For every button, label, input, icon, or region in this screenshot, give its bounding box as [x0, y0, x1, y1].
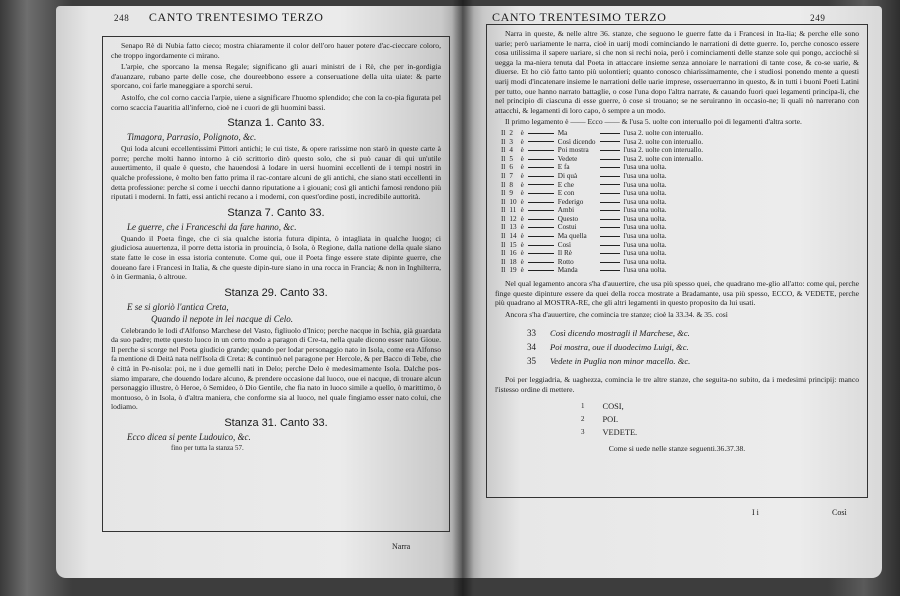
row-number: 18 [509, 257, 517, 266]
dash-line [600, 150, 620, 151]
row-dash [598, 189, 622, 198]
row-label: Il [501, 249, 506, 258]
row-verb: è [520, 154, 524, 163]
principle-row [573, 427, 645, 438]
row-dash [598, 163, 622, 172]
link-row [499, 232, 705, 241]
principle-word: COSI, [602, 401, 624, 411]
row-dash [526, 155, 556, 164]
row-number: 4 [509, 146, 513, 155]
principle-number: 1 [581, 402, 585, 411]
row-number: 11 [509, 206, 517, 215]
row-usage: l'usa una uolta. [623, 180, 667, 189]
intro-paragraph: Senapo Rè di Nubia fatto cieco; mostra chiaramente il color dell'oro hauer potere d'ac-cieccare coloro, che troppo ingordamente ci mirano. [111, 41, 441, 60]
row-usage: l'usa una uolta. [623, 214, 667, 223]
link-row [499, 198, 705, 207]
intro-paragraph: Astolfo, che col corno caccia l'arpie, uiene a significare l'huomo splendido; che con la co-pia figurata pel corno scaccia l'auaritia all'inferno, cioè ne i cuori de gli huomini bassi. [111, 92, 441, 112]
row-verb: è [520, 257, 524, 266]
example-text: Poi mostra, oue il duodecimo Luigi, &c. [550, 342, 689, 353]
row-usage: l'usa 2. uolte con interuallo. [623, 146, 704, 155]
dash-line [600, 245, 620, 246]
row-dash [526, 232, 556, 241]
right-catchword: Così [832, 508, 847, 517]
link-row [499, 223, 705, 232]
link-row [499, 241, 705, 250]
example-list [519, 325, 698, 369]
row-usage: l'usa una uolta. [623, 240, 667, 249]
principle-row [573, 401, 645, 412]
dash-line [600, 167, 620, 168]
row-verb: è [520, 180, 524, 189]
row-dash [526, 215, 556, 224]
dash-line [600, 184, 620, 185]
dash-line [600, 227, 620, 228]
row-link-word: Così dicendo [557, 137, 596, 146]
row-usage: l'usa una uolta. [623, 163, 667, 172]
signature-mark: I i [752, 508, 759, 517]
row-usage: l'usa 2. uolte con interuallo. [623, 137, 704, 146]
row-number: 6 [509, 163, 513, 172]
row-verb: è [520, 266, 524, 275]
row-label: Il [501, 137, 506, 146]
row-dash [598, 155, 622, 164]
link-row [499, 163, 705, 172]
stanza-heading: Stanza 29. Canto 33. [224, 286, 328, 299]
row-link-word: Ma [557, 128, 568, 137]
left-text-frame [102, 36, 450, 532]
row-dash [526, 206, 556, 215]
row-link-word: Poi mostra [557, 146, 589, 155]
row-label: Il [501, 189, 506, 198]
row-label: Il [501, 163, 506, 172]
example-number: 33 [527, 328, 536, 339]
book-gutter [452, 0, 474, 596]
row-verb: è [520, 171, 524, 180]
row-number: 13 [509, 223, 517, 232]
row-label: Il [501, 171, 506, 180]
stanza-heading: Stanza 1. Canto 33. [227, 117, 325, 130]
right-header-title: CANTO TRENTESIMO TERZO [492, 10, 667, 24]
row-dash [598, 129, 622, 138]
right-running-head [492, 10, 825, 25]
right-text-frame [486, 24, 868, 498]
dash-line [600, 236, 620, 237]
stanza-heading: Stanza 7. Canto 33. [227, 206, 325, 219]
row-label: Il [501, 240, 506, 249]
dash-line [600, 176, 620, 177]
dash-line [528, 193, 554, 194]
dash-line [528, 236, 554, 237]
left-catchword: Narra [392, 542, 411, 551]
row-link-word: Così [557, 240, 571, 249]
link-row [499, 138, 705, 147]
row-link-word: Il Rè [557, 249, 572, 258]
row-label: Il [501, 128, 506, 137]
link-row [499, 266, 705, 275]
dash-line [528, 167, 554, 168]
principle-number: 3 [581, 428, 585, 437]
row-usage: l'usa una uolta. [623, 266, 667, 275]
commentary-paragraph: Ancora s'ha d'auuertire, che comincia tre stanze; cioè la 33.34. & 35. così [505, 309, 728, 319]
dash-line [600, 133, 620, 134]
row-verb: è [520, 128, 524, 137]
link-row [499, 189, 705, 198]
row-usage: l'usa una uolta. [623, 171, 667, 180]
link-row [499, 129, 705, 138]
dash-line [600, 270, 620, 271]
link-row [499, 181, 705, 190]
link-table [499, 129, 705, 275]
row-dash [598, 258, 622, 267]
row-dash [598, 232, 622, 241]
row-number: 10 [509, 197, 517, 206]
dash-line [528, 150, 554, 151]
first-link-line: Il primo legamento è —— Ecco —— & l'usa 5. uolte con interuallo poi di legamenti d'altra sorte. [505, 117, 802, 127]
row-dash [526, 138, 556, 147]
row-usage: l'usa una uolta. [623, 249, 667, 258]
dash-line [528, 262, 554, 263]
dash-line [528, 270, 554, 271]
row-label: Il [501, 232, 506, 241]
commentary-paragraph: Poi per leggiadria, & uaghezza, comincia le tre altre stanze, che seguita-no subito, da i medesimi principij: manco l'istesso ordine di mettere. [495, 375, 859, 394]
row-dash [598, 198, 622, 207]
row-number: 9 [509, 189, 513, 198]
row-number: 7 [509, 171, 513, 180]
closing-line: Come si uede nelle stanze seguenti.36.37.38. [608, 443, 746, 453]
example-text: Così dicendo mostragli il Marchese, &c. [550, 328, 690, 339]
row-dash [526, 258, 556, 267]
stanza-note: fino per tutta la stanza 57. [171, 444, 244, 453]
commentary-paragraph: Quando il Poeta finge, che ci sia qualche istoria futura dipinta, ò intagliata in qualche luogo; ci giudiciosa auuertenza, il porre detta istoria in prouincia, ò Isola, ò Regione, dalla natione della quale siano state fatte le cose in essa istoria contenute. Come qui, oue il Poeta finge essere state dipinte guerre, che doueano fare i Francesi in Italia, & che queste dipin-ture siano in una rocca in Francia; & non in Inghilterra, ò in Germania, ò altroue. [111, 233, 441, 282]
dash-line [528, 202, 554, 203]
row-dash [526, 241, 556, 250]
row-verb: è [520, 223, 524, 232]
row-usage: l'usa 2. uolte con interuallo. [623, 128, 704, 137]
row-label: Il [501, 257, 506, 266]
dash-line [528, 210, 554, 211]
example-row [521, 341, 696, 353]
link-row [499, 206, 705, 215]
principle-word: POI. [602, 414, 619, 424]
row-dash [526, 181, 556, 190]
dash-line [600, 193, 620, 194]
left-running-head [114, 10, 323, 25]
row-verb: è [520, 137, 524, 146]
row-dash [526, 198, 556, 207]
dash-line [600, 159, 620, 160]
row-number: 19 [509, 266, 517, 275]
stanza-quote: Timagora, Parrasio, Polignoto, &c. [127, 132, 257, 143]
row-verb: è [520, 214, 524, 223]
row-usage: l'usa una uolta. [623, 197, 667, 206]
row-dash [526, 189, 556, 198]
left-header-title: CANTO TRENTESIMO TERZO [148, 10, 324, 24]
row-dash [526, 146, 556, 155]
row-usage: l'usa una uolta. [623, 206, 667, 215]
right-page [462, 6, 882, 578]
stanza-quote: E se si gloriò l'antica Creta, [127, 301, 229, 312]
row-dash [598, 215, 622, 224]
row-verb: è [520, 206, 524, 215]
left-page [56, 6, 462, 578]
commentary-paragraph: Nel qual legamento ancora s'ha d'auuertire, che usa più spesso quei, che quadrano me-glio all'atto: come qui, perche finge queste dipinture essere da quei della rocca mostrate a Bradamante, usa più spesso, ECCO, & VEDETE, perche più quadrano al MOSTRA-RE, che gli altri legamenti in questo proposito da lui usati. [495, 279, 859, 308]
commentary-paragraph: Celebrando le lodi d'Alfonso Marchese del Vasto, figliuolo d'Inico; perche nacque in Ischia, già guardata da suo padre; mette questo luoco in un certo modo a paragon di Cre-ta, nella quale dicono esser nato Gioue. Il perche si scorge nel Poeta giudicio grande; quando per lodar personaggio nato in Isola, come era Alfonso fa mentione di Deità nata nell'Isola di Creta: & continuò nel paragone per Hercole, & per Bacco di Tebe, che è città in Pe-nisola: poi, ne i due gemelli nati in Delo; perche Delo è medesimamente Isola. Dalche pos-siamo imparare, che douendo lodare alcuno, & prendere occasione dal luoco, oue ei nacque, di trouare alcun personaggio illustre, ò Heroe, ò Semideo, ò Dio Gentile, che fia nato in luoco simile a quello, ò marittimo, ò montuoso, ò in Isola, ò d'altra maniera, che conforme sia al luoco, nel quale fingiamo esser nato colui, che lodiamo. [111, 325, 441, 412]
left-page-number: 248 [114, 13, 130, 23]
dash-line [600, 141, 620, 142]
row-link-word: E fa [557, 163, 570, 172]
row-verb: è [520, 146, 524, 155]
dash-line [528, 184, 554, 185]
row-number: 5 [509, 154, 513, 163]
dash-line [600, 262, 620, 263]
row-verb: è [520, 240, 524, 249]
example-row [521, 355, 696, 367]
row-link-word: E con [557, 189, 575, 198]
right-page-number: 249 [810, 13, 826, 23]
row-link-word: E che [557, 180, 574, 189]
dash-line [528, 133, 554, 134]
commentary-paragraph: Narra in queste, & nelle altre 36. stanze, che seguono le guerre fatte da i Francesi in Ita-lia; & perche elle sono uarie; però uariamente le narra, cioè in uarij modi cominciando le narrationi di dette guerre. Io, perche conosco essere cosa utilissima il sapere uariare, si che non si rechi noia, però i cominciamenti delle stanze sole qui pongo, acciochè si uegga la ma-niera tenuta dal Poeta in attaccare insieme senza annoiare le narrationi di tante cose, & co-se uarie, & diuerse. Et ho ciò fatto tanto più uolontieri; quanto conosco chiarissimamente, che i studiosi ponendo mente a questi uarij modi d'incatenare insieme le narrationi delle uarie imprese, osseruerranno in questo, & in tutti i buoni Poeti Latini per tutto, oue hanno narrato battaglie, o cose l'una dopo l'altra narrate, & cauando fuori quei legamenti principa-li, che nel principio di ciascuna di esse guerre, ò cose si trouano; se ne seruiranno in occasio-ne; li quali nò narrerano con attacchi, & legamenti di loro capo, ò sempre a un modo. [495, 29, 859, 115]
row-dash [598, 172, 622, 181]
example-number: 34 [527, 342, 536, 353]
link-row [499, 258, 705, 267]
row-link-word: Ambi [557, 206, 575, 215]
principle-number: 2 [581, 415, 585, 424]
dash-line [600, 219, 620, 220]
principle-word: VEDETE. [602, 427, 638, 437]
row-link-word: Vedete [557, 154, 578, 163]
row-link-word: Questo [557, 214, 579, 223]
row-usage: l'usa una uolta. [623, 223, 667, 232]
row-number: 15 [509, 240, 517, 249]
commentary-paragraph: Qui loda alcuni eccellentissimi Pittori antichi; le cui tiste, & opere rarissime non starò in queste carte à porre; perche molti hanno intorno à ciò scrittorio dirò questo solo, che si può cauar di qui un'utile auuertimento, il quale è questo, che hauendosi à lodare in uersi huomini eccellenti de i tempi nostri in qualche professione, è molto ben fatto prima il rac-contare alcuni de gli antichi, che siano stati eccellenti in detta professione: perche sì come i uecchi danno riputatione a i giouani; così gli antichi famosi rendono più riputati i moderni. In fatti, essi antichi recano a i moderni, con quest'ordine posti, incredibile auttorità. [111, 144, 441, 202]
example-text: Vedete in Puglia non minor macello. &c. [550, 356, 691, 367]
row-label: Il [501, 197, 506, 206]
dash-line [528, 159, 554, 160]
row-number: 14 [509, 232, 517, 241]
row-dash [598, 181, 622, 190]
link-row [499, 249, 705, 258]
principle-list [571, 399, 647, 440]
row-number: 12 [509, 214, 517, 223]
link-row [499, 146, 705, 155]
row-link-word: Di quà [557, 171, 578, 180]
stanza-quote: Le guerre, che i Franceschi da fare hanno, &c. [127, 221, 297, 232]
row-link-word: Ma quella [557, 232, 587, 241]
row-usage: l'usa una uolta. [623, 257, 667, 266]
row-dash [598, 249, 622, 258]
dash-line [528, 227, 554, 228]
row-number: 2 [509, 128, 513, 137]
row-label: Il [501, 266, 506, 275]
dash-line [600, 202, 620, 203]
row-dash [526, 129, 556, 138]
row-label: Il [501, 206, 506, 215]
row-dash [598, 223, 622, 232]
intro-paragraph: L'arpie, che sporcano la mensa Regale; significano gli auari ministri de i Rè, che per in-gordigia d'auanzare, rubano parte delle cose, che doureebbono essere a conseruatione della uita uiate: & parte sporcano, coi farle maneggiare a sporchi serui. [111, 62, 441, 91]
row-number: 8 [509, 180, 513, 189]
row-dash [526, 249, 556, 258]
row-dash [526, 223, 556, 232]
link-row [499, 155, 705, 164]
row-verb: è [520, 163, 524, 172]
principle-row [573, 414, 645, 425]
row-dash [526, 172, 556, 181]
row-link-word: Rotto [557, 257, 574, 266]
row-label: Il [501, 180, 506, 189]
row-dash [526, 163, 556, 172]
dash-line [528, 253, 554, 254]
row-label: Il [501, 223, 506, 232]
dash-line [528, 176, 554, 177]
row-dash [598, 241, 622, 250]
stanza-quote: Ecco dicea si pente Ludouico, &c. [127, 432, 251, 443]
dash-line [528, 245, 554, 246]
row-dash [598, 206, 622, 215]
dash-line [528, 219, 554, 220]
row-label: Il [501, 214, 506, 223]
row-verb: è [520, 249, 524, 258]
row-dash [598, 138, 622, 147]
row-number: 16 [509, 249, 517, 258]
row-dash [598, 146, 622, 155]
dash-line [600, 210, 620, 211]
row-verb: è [520, 197, 524, 206]
row-dash [598, 266, 622, 275]
stanza-heading: Stanza 31. Canto 33. [224, 417, 328, 430]
row-link-word: Federigo [557, 197, 584, 206]
example-row [521, 327, 696, 339]
row-link-word: Manda [557, 266, 578, 275]
row-verb: è [520, 189, 524, 198]
row-verb: è [520, 232, 524, 241]
stanza-quote: Quando il nepote in lei nacque di Celo. [151, 313, 293, 324]
row-usage: l'usa una uolta. [623, 189, 667, 198]
row-usage: l'usa 2. uolte con interuallo. [623, 154, 704, 163]
dash-line [528, 141, 554, 142]
example-number: 35 [527, 356, 536, 367]
row-link-word: Costui [557, 223, 577, 232]
row-usage: l'usa una uolta. [623, 232, 667, 241]
link-row [499, 215, 705, 224]
row-dash [526, 266, 556, 275]
row-label: Il [501, 146, 506, 155]
row-label: Il [501, 154, 506, 163]
row-number: 3 [509, 137, 513, 146]
dash-line [600, 253, 620, 254]
link-row [499, 172, 705, 181]
